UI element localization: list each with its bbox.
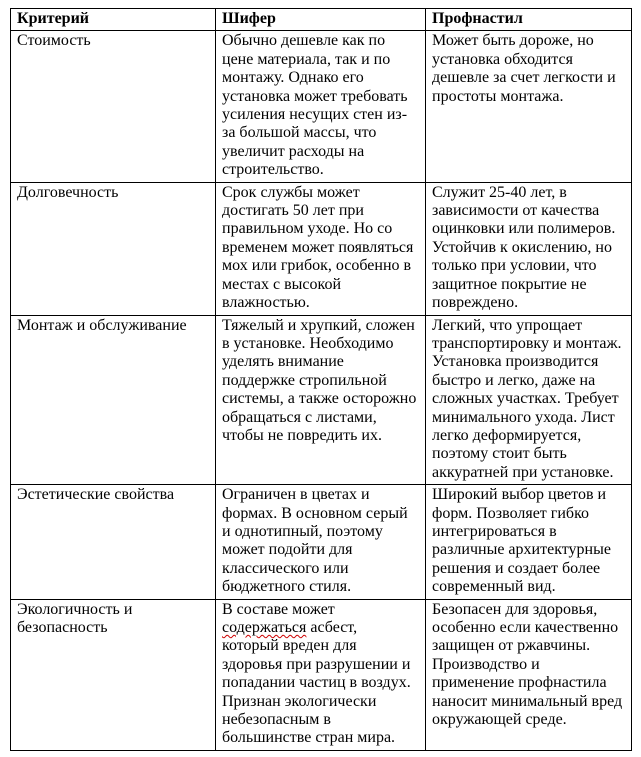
profnastil-cell: Легкий, что упрощает транспортировку и монтаж. Установка производится быстро и легко, даже на сложных участках. Требует минимального ухода. Лист легко деформируется, поэтому стоит быть аккуратней при установке.	[426, 315, 632, 485]
shifer-cell: Обычно дешевле как по цене материала, так и по монтажу. Однако его установка может требовать усиления несущих стен из-за большой массы, что увеличит расходы на строительство.	[216, 31, 426, 182]
shifer-cell	[216, 599, 426, 750]
criterion-cell: Эстетические свойства	[11, 485, 216, 599]
profnastil-cell: Широкий выбор цветов и форм. Позволяет гибко интегрироваться в различные архитектурные решения и создает более современный вид.	[426, 485, 632, 599]
column-header-shifer: Шифер	[216, 9, 426, 31]
table-row	[11, 485, 632, 599]
text-segment: асбест, который вреден для здоровья при разрушении и попадании частиц в воздух. Признан экологически небезопасным в большинстве стран мира.	[222, 619, 411, 747]
profnastil-cell: Может быть дороже, но установка обходится дешевле за счет легкости и простоты монтажа.	[426, 31, 632, 182]
shifer-cell: Срок службы может достигать 50 лет при правильном уходе. Но со временем может появляться мох или грибок, особенно в местах с высокой влажностью.	[216, 182, 426, 315]
table-row	[11, 315, 632, 485]
table-row	[11, 31, 632, 182]
criterion-cell: Монтаж и обслуживание	[11, 315, 216, 485]
shifer-cell: Ограничен в цветах и формах. В основном серый и однотипный, поэтому может подойти для классического или бюджетного стиля.	[216, 485, 426, 599]
misspelled-word: содержаться	[222, 619, 307, 636]
column-header-criterion: Критерий	[11, 9, 216, 31]
criterion-cell: Стоимость	[11, 31, 216, 182]
criterion-cell: Экологичность и безопасность	[11, 599, 216, 750]
table-row	[11, 182, 632, 315]
shifer-cell: Тяжелый и хрупкий, сложен в установке. Необходимо уделять внимание поддержке стропильной системы, а также осторожно обращаться с листами, чтобы не повредить их.	[216, 315, 426, 485]
table-row	[11, 599, 632, 750]
header-row	[11, 9, 632, 31]
profnastil-cell: Служит 25-40 лет, в зависимости от качества оцинковки или полимеров. Устойчив к окислению, но только при условии, что защитное покрытие не повреждено.	[426, 182, 632, 315]
text-segment: В составе может	[222, 600, 335, 618]
comparison-table	[10, 8, 632, 751]
column-header-profnastil: Профнастил	[426, 9, 632, 31]
criterion-cell: Долговечность	[11, 182, 216, 315]
profnastil-cell: Безопасен для здоровья, особенно если качественно защищен от ржавчины. Производство и применение профнастила наносит минимальный вред окружающей среде.	[426, 599, 632, 750]
